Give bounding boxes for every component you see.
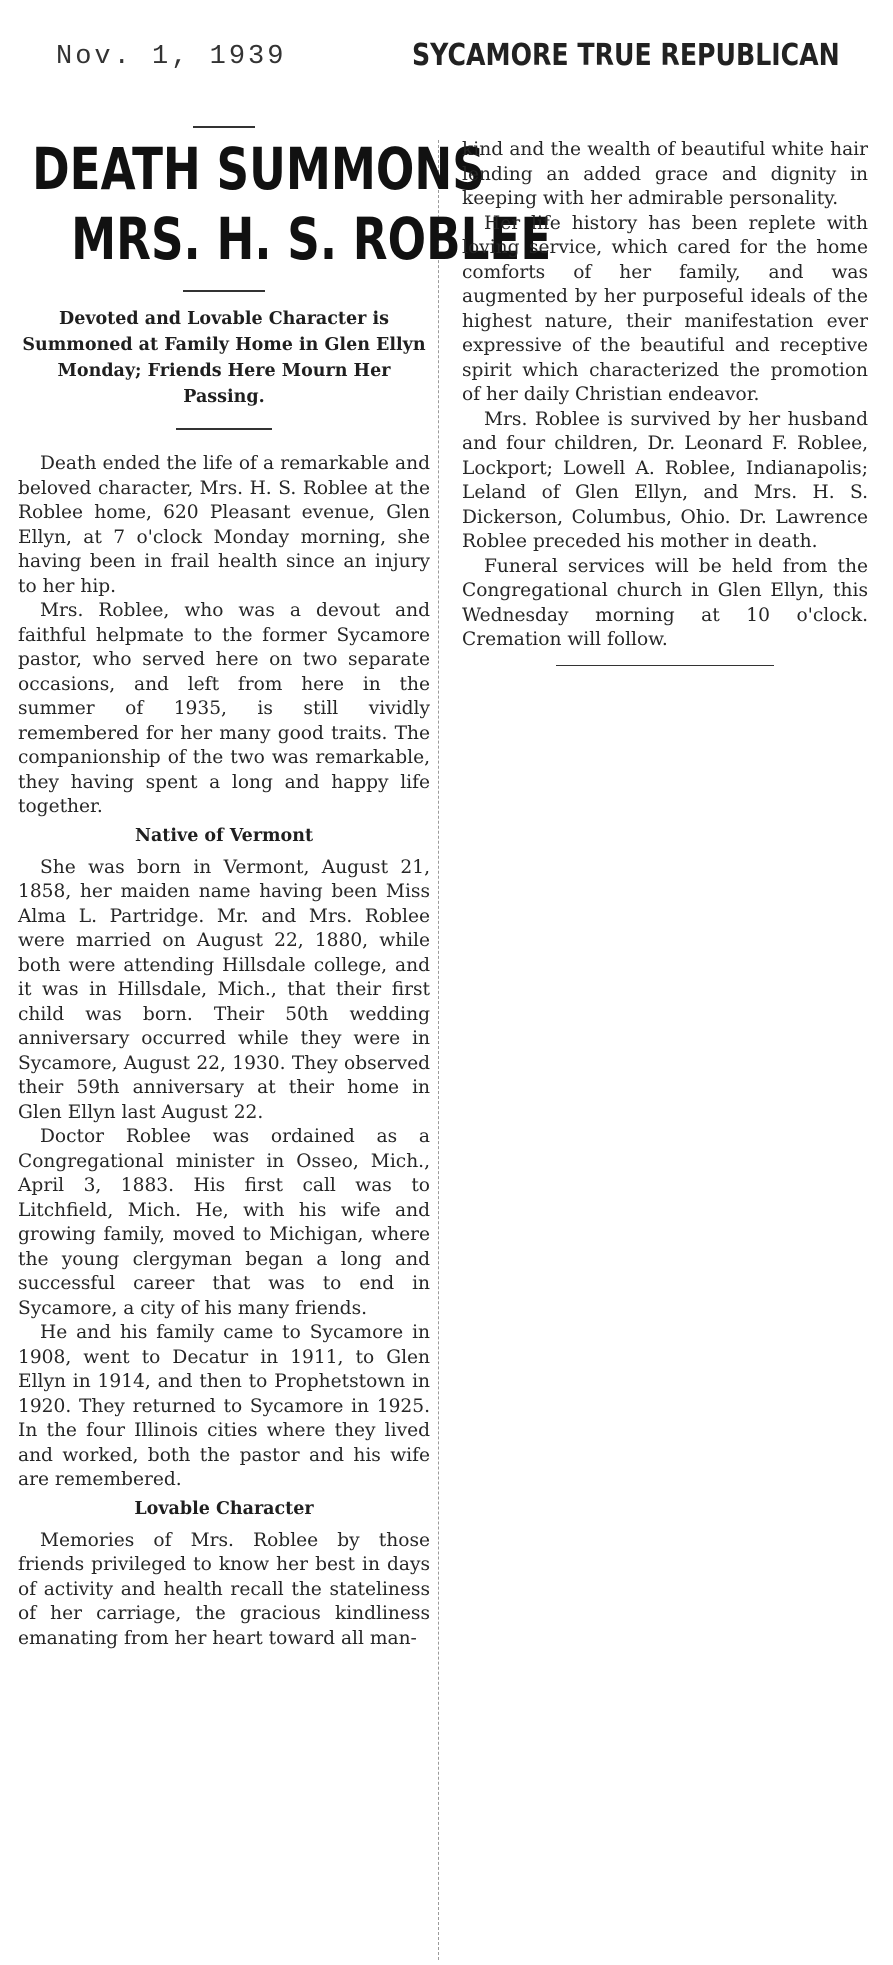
article-body-part-2: [18, 856, 430, 1493]
right-column: [462, 140, 868, 666]
article-body-part-1: [18, 452, 430, 820]
subhead-lovable-character: Lovable Character: [134, 1498, 314, 1519]
body-paragraph: Memories of Mrs. Roblee by those friends privileged to know her best in days of activity and health recall the stateliness of her carriage, the gracious kindliness emanating from her heart toward all man-: [18, 1529, 430, 1649]
continued-paragraph: kind and the wealth of beautiful white hair lending an added grace and dignity in keeping with her admirable personality.: [462, 139, 868, 209]
headline-rule: [183, 290, 265, 292]
deck-rule: [176, 428, 272, 430]
article-body-continued: [462, 138, 868, 653]
body-paragraph: Doctor Roblee was ordained as a Congregational minister in Osseo, Mich., April 3, 1883. His first call was to Litchfield, Mich. He, with his wife and growing family, moved to Michigan, where the young clergyman began a long and successful career that was to end in Sycamore, a city of his many friends.: [18, 1126, 430, 1319]
body-paragraph: He and his family came to Sycamore in 1908, went to Decatur in 1911, to Glen Ellyn in 1914, and then to Prophetstown in 1920. They returned to Sycamore in 1925. In the four Illinois cities where they lived and worked, both the pastor and his wife are remembered.: [18, 1322, 430, 1490]
body-paragraph: Death ended the life of a remarkable and beloved character, Mrs. H. S. Roblee at the Roblee home, 620 Pleasant evenue, Glen Ellyn, at 7 o'clock Monday morning, she having been in frail health since an injury to her hip.: [18, 453, 430, 597]
body-paragraph: She was born in Vermont, August 21, 1858, her maiden name having been Miss Alma L. Partridge. Mr. and Mrs. Roblee were married on August 22, 1880, while both were attending Hillsdale college, and it was in Hillsdale, Mich., that their first child was born. Their 50th wedding anniversary occurred while they were in Sycamore, August 22, 1930. They observed their 59th anniversary at their home in Glen Ellyn last August 22.: [18, 856, 430, 1123]
body-paragraph: Funeral services will be held from the Congregational church in Glen Ellyn, this Wednesday morning at 10 o'clock. Cremation will follow.: [462, 555, 868, 650]
newspaper-name: SYCAMORE TRUE REPUBLICAN: [412, 38, 840, 73]
body-paragraph: Mrs. Roblee, who was a devout and faithful helpmate to the former Sycamore pastor, who served here on two separate occasions, and left from here in the summer of 1935, is still vividly remembered for her many good traits. The companionship of the two was remarkable, they having spent a long and happy life together.: [18, 600, 430, 817]
body-paragraph: Her life history has been replete with loving service, which cared for the home comforts of her family, and was augmented by her purposeful ideals of the highest nature, their manifestation ever expressive of the beautiful and receptive spirit which characterized the promotion of her daily Christian endeavor.: [462, 212, 868, 405]
subhead-native-of-vermont: Native of Vermont: [134, 825, 314, 846]
publication-date: Nov. 1, 1939: [56, 42, 287, 72]
body-paragraph: Mrs. Roblee is survived by her husband and four children, Dr. Leonard F. Roblee, Lockport; Lowell A. Roblee, Indianapolis; Leland of Glen Ellyn, and Mrs. H. S. Dickerson, Columbus, Ohio. Dr. Lawrence Roblee preceded his mother in death.: [462, 408, 868, 552]
masthead: [0, 38, 893, 78]
column-divider: [438, 140, 439, 1960]
headline-line-1: DEATH SUMMONS: [32, 135, 485, 203]
article-body-part-3: [18, 1529, 430, 1652]
article-deck: Devoted and Lovable Character is Summoned at Family Home in Glen Ellyn Monday; Friends Here Mourn Her Passing.: [22, 309, 426, 407]
headline-line-2: MRS. H. S. ROBLEE: [71, 205, 552, 273]
left-column: [18, 128, 552, 1651]
top-rule: [193, 126, 255, 128]
end-rule: [556, 665, 774, 666]
